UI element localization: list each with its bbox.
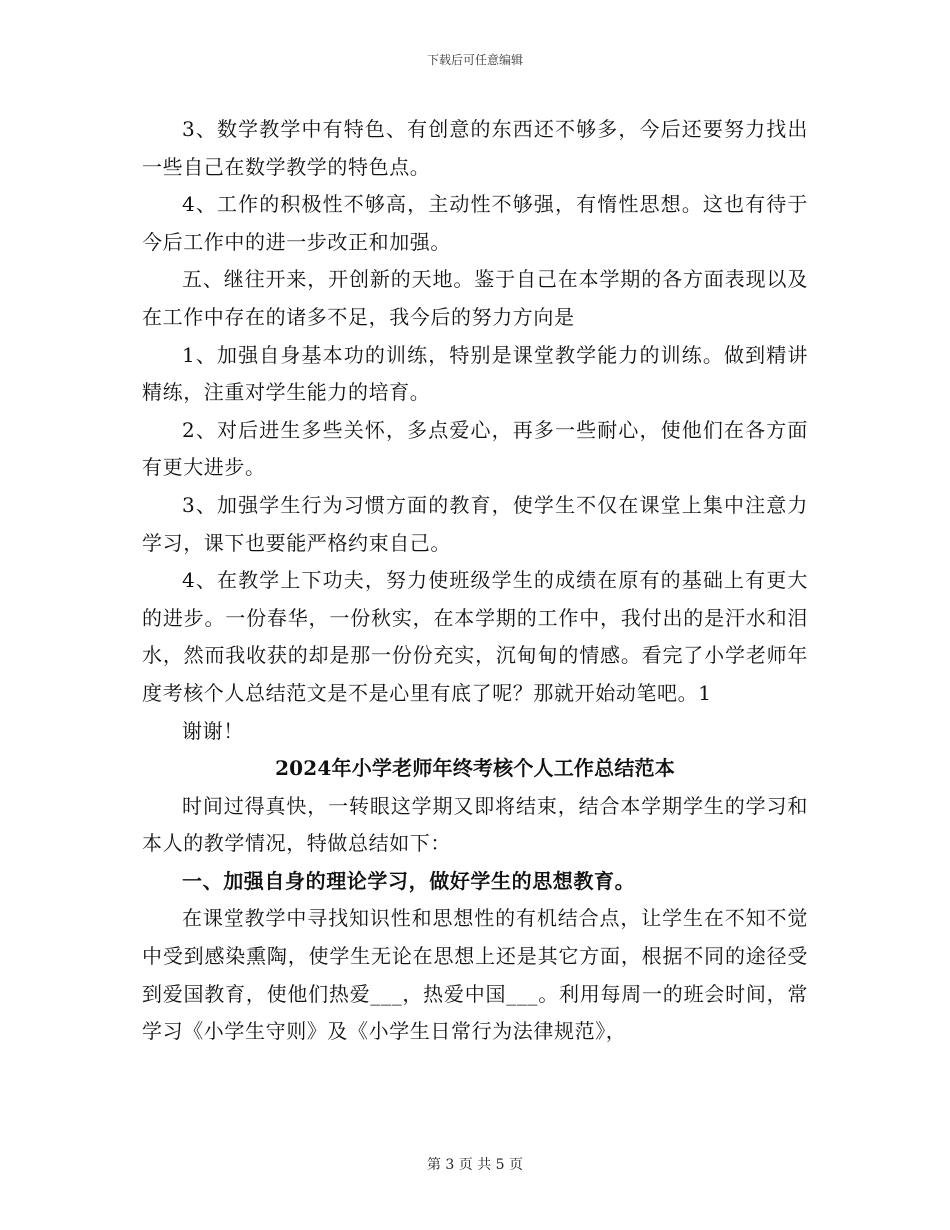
document-body xyxy=(142,111,808,1051)
paragraph-direction-4: 4、在教学上下功夫，努力使班级学生的成绩在原有的基础上有更大的进步。一份春华，一份秋实，在本学期的工作中，我付出的是汗水和泪水，然而我收获的却是那一份份充实，沉甸甸的情感。看完了小学老师年度考核个人总结范文是不是心里有底了呢？那就开始动笔吧。1 xyxy=(142,568,808,705)
paragraph-thanks: 谢谢！ xyxy=(182,718,244,743)
section-heading-1: 一、加强自身的理论学习，做好学生的思想教育。 xyxy=(182,868,636,893)
paragraph-point-3: 3、数学教学中有特色、有创意的东西还不够多，今后还要努力找出一些自己在数学教学的特色点。 xyxy=(142,117,808,179)
document-title: 2024年小学老师年终考核个人工作总结范本 xyxy=(275,756,675,781)
page-footer: 第 3 页 共 5 页 xyxy=(426,1157,524,1173)
paragraph-section-1-body: 在课堂教学中寻找知识性和思想性的有机结合点，让学生在不知不觉中受到感染熏陶，使学生无论在思想上还是其它方面，根据不同的途径受到爱国教育，使他们热爱___，热爱中国___。利用每周一的班会时间，常学习《小学生守则》及《小学生日常行为法律规范》， xyxy=(142,906,808,1044)
paragraph-section-5: 五、继往开来，开创新的天地。鉴于自己在本学期的各方面表现以及在工作中存在的诸多不足，我今后的努力方向是 xyxy=(142,267,808,329)
page-header: 下载后可任意编辑 xyxy=(426,53,523,67)
paragraph-intro: 时间过得真快，一转眼这学期又即将结束，结合本学期学生的学习和本人的教学情况，特做总结如下： xyxy=(142,793,808,856)
paragraph-point-4: 4、工作的积极性不够高，主动性不够强，有惰性思想。这也有待于今后工作中的进一步改正和加强。 xyxy=(142,192,808,254)
paragraph-direction-3: 3、加强学生行为习惯方面的教育，使学生不仅在课堂上集中注意力学习，课下也要能严格约束自己。 xyxy=(142,492,808,555)
paragraph-direction-2: 2、对后进生多些关怀，多点爱心，再多一些耐心，使他们在各方面有更大进步。 xyxy=(142,417,808,480)
paragraph-direction-1: 1、加强自身基本功的训练，特别是课堂教学能力的训练。做到精讲精练，注重对学生能力的培育。 xyxy=(142,342,808,405)
